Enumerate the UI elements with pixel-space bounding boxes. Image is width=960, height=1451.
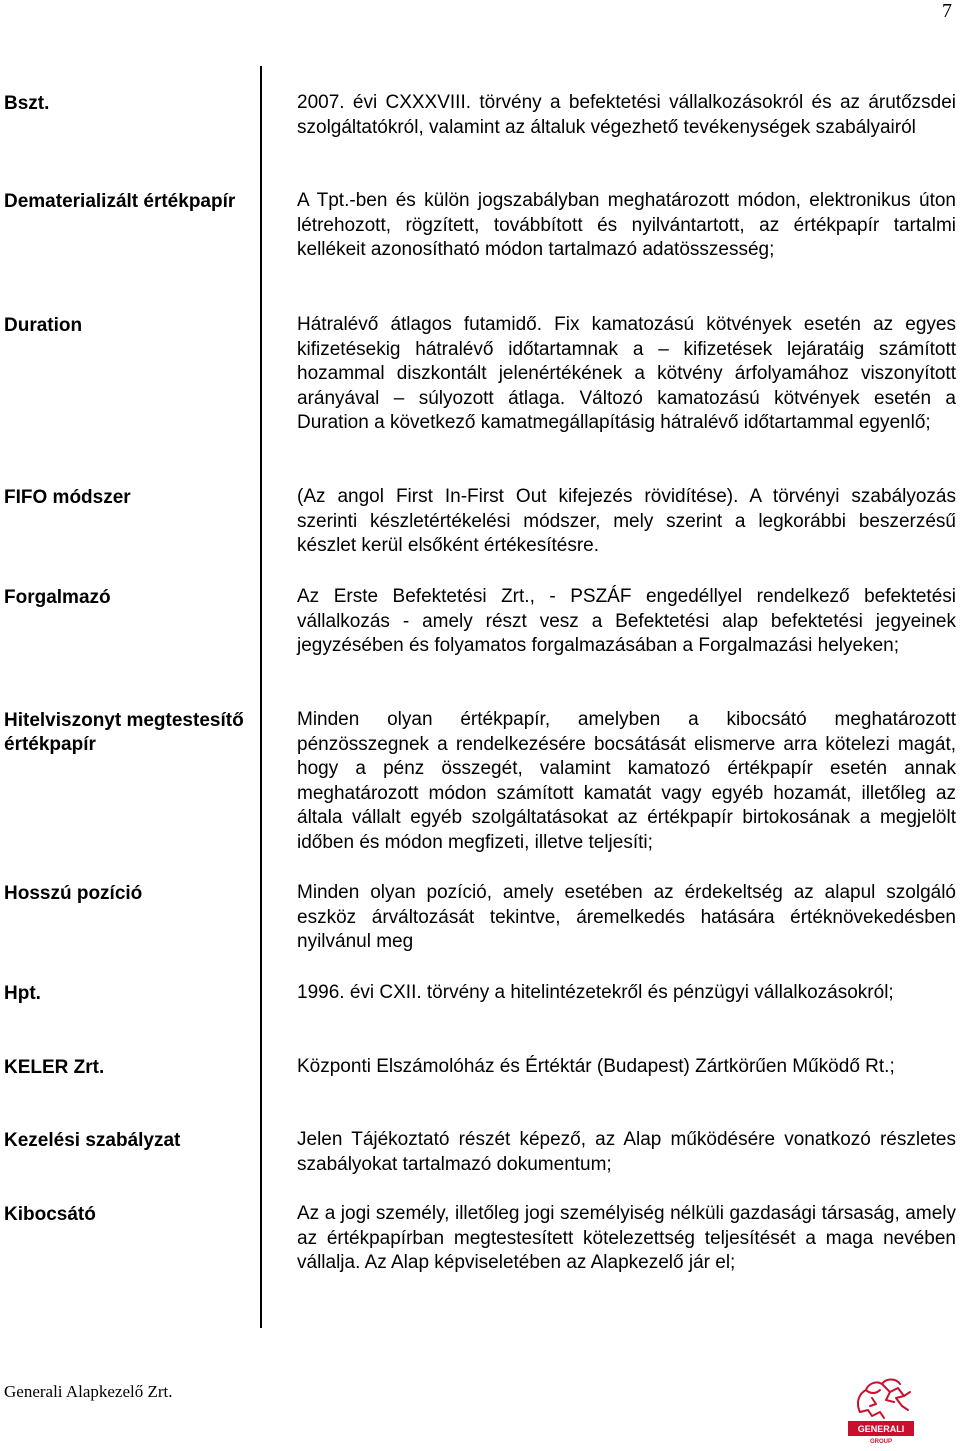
term-kezelesi-szabalyzat: Kezelési szabályzat	[4, 1130, 181, 1151]
term-forgalmazo: Forgalmazó	[4, 587, 111, 608]
definition-keler-zrt: Központi Elszámolóház és Értéktár (Budapest) Zártkörűen Működő Rt.;	[297, 1056, 895, 1077]
definition-hitelviszonyt-megtestesito-ertekpapir: Minden olyan értékpapír, amelyben a kibocsátó meghatározott pénzösszegnek a rendelkezésére bocsátását elismerve arra kötelezi magát, hogy a pénz összegét, valamint kamatozó értékpapír esetén annak meghatározott módon számított kamatát vagy egyéb hozamát, illetőleg az általa vállalt egyéb szolgáltatásokat az értékpapír birtokosának a megjelölt időben és módon megfizeti, illetve teljesíti;	[297, 709, 956, 853]
definition-fifo-modszer: (Az angol First In-First Out kifejezés rövidítése). A törvényi szabályozás szerinti készletértékelési módszer, mely szerint a legkorábbi beszerzésű készlet kerül elsőként értékesítésre.	[297, 486, 956, 556]
term-dematerializalt-ertekpapir: Dematerializált értékpapír	[4, 191, 236, 212]
definition-dematerializalt-ertekpapir: A Tpt.-ben és külön jogszabályban meghatározott módon, elektronikus úton létrehozott, rögzített, továbbított és nyilvántartott, az értékpapír tartalmi kellékeit azonosítható módon tartalmazó adatösszesség;	[297, 190, 956, 260]
definition-kezelesi-szabalyzat: Jelen Tájékoztató részét képező, az Alap működésére vonatkozó részletes szabályokat tartalmazó dokumentum;	[297, 1129, 956, 1175]
definition-kibocsato: Az a jogi személy, illetőleg jogi személyiség nélküli gazdasági társaság, amely az értékpapírban megtestesített kötelezettség teljesítését a maga nevében vállalja. Az Alap képviseletében az Alapkezelő jár el;	[297, 1203, 956, 1273]
logo-wordmark: GENERALI	[857, 1424, 905, 1434]
logo-subtext: GROUP	[869, 1439, 893, 1445]
generali-logo	[846, 1370, 916, 1446]
term-hitelviszonyt-megtestesito-ertekpapir: Hitelviszonyt megtestesítő értékpapír	[4, 710, 244, 755]
term-keler-zrt: KELER Zrt.	[4, 1057, 105, 1078]
term-bszt: Bszt.	[4, 93, 50, 114]
term-kibocsato: Kibocsátó	[4, 1204, 96, 1225]
definition-forgalmazo: Az Erste Befektetési Zrt., - PSZÁF engedéllyel rendelkező befektetési vállalkozás - amely részt vesz a Befektetési alap befektetési jegyeinek jegyzésében és folyamatos forgalmazásában a Forgalmazási helyeken;	[297, 586, 956, 656]
definition-hosszu-pozicio: Minden olyan pozíció, amely esetében az érdekeltség az alapul szolgáló eszköz árváltozását tekintve, áremelkedés hatására értéknövekedésben nyilvánul meg	[297, 882, 956, 952]
term-fifo-modszer: FIFO módszer	[4, 487, 131, 508]
term-hpt: Hpt.	[4, 983, 41, 1004]
definition-bszt: 2007. évi CXXXVIII. törvény a befektetési vállalkozásokról és az árutőzsdei szolgáltatókról, valamint az általuk végezhető tevékenységek szabályairól	[297, 92, 956, 138]
definition-duration: Hátralévő átlagos futamidő. Fix kamatozású kötvények esetén az egyes kifizetésekig hátralévő időtartamnak a – kifizetések lejáratáig számított hozammal diszkontált jelenértékének a kötvény árfolyamához viszonyított arányával – súlyozott átlaga. Változó kamatozású kötvények esetén a Duration a következő kamatmegállapításig hátralévő időtartammal egyenlő;	[297, 314, 956, 433]
term-duration: Duration	[4, 315, 83, 336]
column-divider	[260, 66, 262, 1328]
definition-hpt: 1996. évi CXII. törvény a hitelintézetekről és pénzügyi vállalkozásokról;	[297, 982, 894, 1003]
footer-company-name: Generali Alapkezelő Zrt.	[4, 1382, 173, 1401]
lion-icon	[846, 1370, 916, 1446]
term-hosszu-pozicio: Hosszú pozíció	[4, 883, 143, 904]
page-number: 7	[942, 0, 952, 22]
